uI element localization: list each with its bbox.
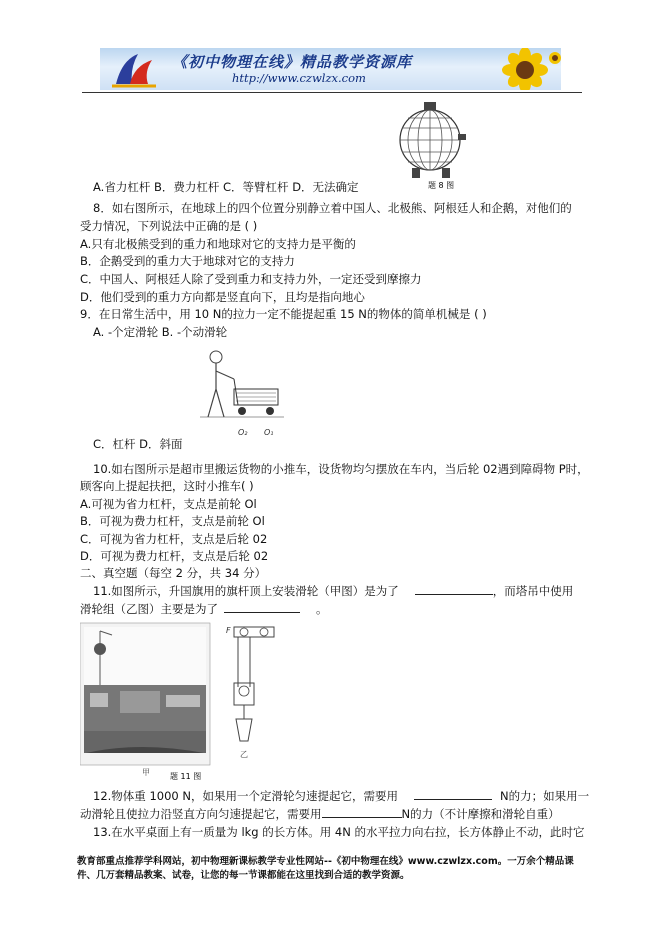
fig11-label-f: F xyxy=(226,626,231,635)
header-rule xyxy=(82,92,582,93)
q11-text-1: 11.如图所示，升国旗用的旗杆顶上安装滑轮（甲图）是为了 xyxy=(93,584,399,598)
q8-stem-1: 8．如右图所示，在地球上的四个位置分别静立着中国人、北极熊、阿根廷人和企鹅，对他们的 xyxy=(93,201,572,215)
globe-figure xyxy=(394,98,470,192)
q12-blank-1[interactable] xyxy=(414,789,492,800)
q10-stem-2: 顾客向上提起扶把，这时小推车( ) xyxy=(80,479,254,493)
sunflower-image xyxy=(495,48,561,90)
section-2-heading: 二、真空题（每空 2 分，共 34 分） xyxy=(80,566,267,580)
q12-line-1 xyxy=(93,789,589,804)
fig8-caption: 题 8 图 xyxy=(428,181,455,190)
banner-title: 《初中物理在线》精品教学资源库 xyxy=(172,53,413,71)
banner-url: http://www.czwlzx.com xyxy=(232,71,366,85)
q12-text-3: 动滑轮且使拉力沿竖直方向匀速提起它，需要用 xyxy=(80,807,322,821)
q12-line-2 xyxy=(80,807,560,822)
q11-text-4: 。 xyxy=(316,602,328,616)
fig10-label-o2: O₂ xyxy=(238,428,248,437)
q9-options-ab: A. -个定滑轮 B. -个动滑轮 xyxy=(93,325,228,339)
q8-option-b: B．企鹅受到的重力大于地球对它的支持力 xyxy=(80,254,295,268)
q8-option-a: A.只有北极熊受到的重力和地球对它的支持力是平衡的 xyxy=(80,237,356,251)
q11-line-2 xyxy=(80,602,328,617)
q10-option-b: B．可视为费力杠杆，支点是前轮 Ol xyxy=(80,514,265,528)
fig11-label-jia: 甲 xyxy=(142,768,150,777)
fig11-caption: 题 11 图 xyxy=(170,772,202,781)
q11-blank-1[interactable] xyxy=(415,584,493,595)
q10-option-c: C．可视为省力杠杆，支点是后轮 02 xyxy=(80,532,268,546)
q12-text-1: 12.物体重 1000 N，如果用一个定滑轮匀速提起它，需要用 xyxy=(93,789,398,803)
q11-text-3: 滑轮组（乙图）主要是为了 xyxy=(80,602,218,616)
q8-stem-2: 受力情况，下列说法中正确的是 ( ) xyxy=(80,219,258,233)
q9-options-cd: C．杠杆 D．斜面 xyxy=(93,437,183,451)
q12-text-2: N的力；如果用一 xyxy=(499,789,590,803)
header-banner xyxy=(100,48,561,90)
q11-blank-2[interactable] xyxy=(224,602,300,613)
q12-text-4: N的力（不计摩擦和滑轮自重） xyxy=(401,807,560,821)
q10-stem-1: 10.如右图所示是超市里搬运货物的小推车，设货物均匀摆放在车内，当后轮 02遇到障碍物 P时， xyxy=(93,462,589,476)
fig11-label-yi: 乙 xyxy=(240,750,248,759)
fig10-label-o1: O₁ xyxy=(264,428,274,437)
cart-figure xyxy=(200,343,286,445)
q9-stem: 9．在日常生活中，用 10 N的拉力一定不能提起重 15 N的物体的简单机械是 ( ) xyxy=(80,307,487,321)
footer-line-2: 件、几万套精品教案、试卷，让您的每一节课都能在这里找到合适的教学资源。 xyxy=(77,870,410,881)
q8-option-c: C．中国人、阿根廷人除了受到重力和支持力外，一定还受到摩擦力 xyxy=(80,272,422,286)
fig11-figure xyxy=(80,621,290,783)
q11-line-1 xyxy=(93,584,573,599)
q10-option-a: A.可视为省力杠杆，支点是前轮 Ol xyxy=(80,497,257,511)
q10-option-d: D．可视为费力杠杆，支点是后轮 02 xyxy=(80,549,269,563)
q8-option-d: D．他们受到的重力方向都是竖直向下，且均是指向地心 xyxy=(80,290,365,304)
q12-blank-2[interactable] xyxy=(322,807,402,818)
q13-stem: 13.在水平桌面上有一质量为 lkg 的长方体。用 4N 的水平拉力向右拉，长方体静止不动，此时它 xyxy=(93,825,585,839)
q11-text-2: ，而塔吊中使用 xyxy=(492,584,574,598)
site-logo xyxy=(108,50,160,88)
q7-options: A.省力杠杆 B．费力杠杆 C．等臂杠杆 D．无法确定 xyxy=(93,180,359,194)
footer-line-1: 教育部重点推荐学科网站，初中物理新课标教学专业性网站--《初中物理在线》www.czwlzx.com。一万余个精品课 xyxy=(77,856,574,867)
